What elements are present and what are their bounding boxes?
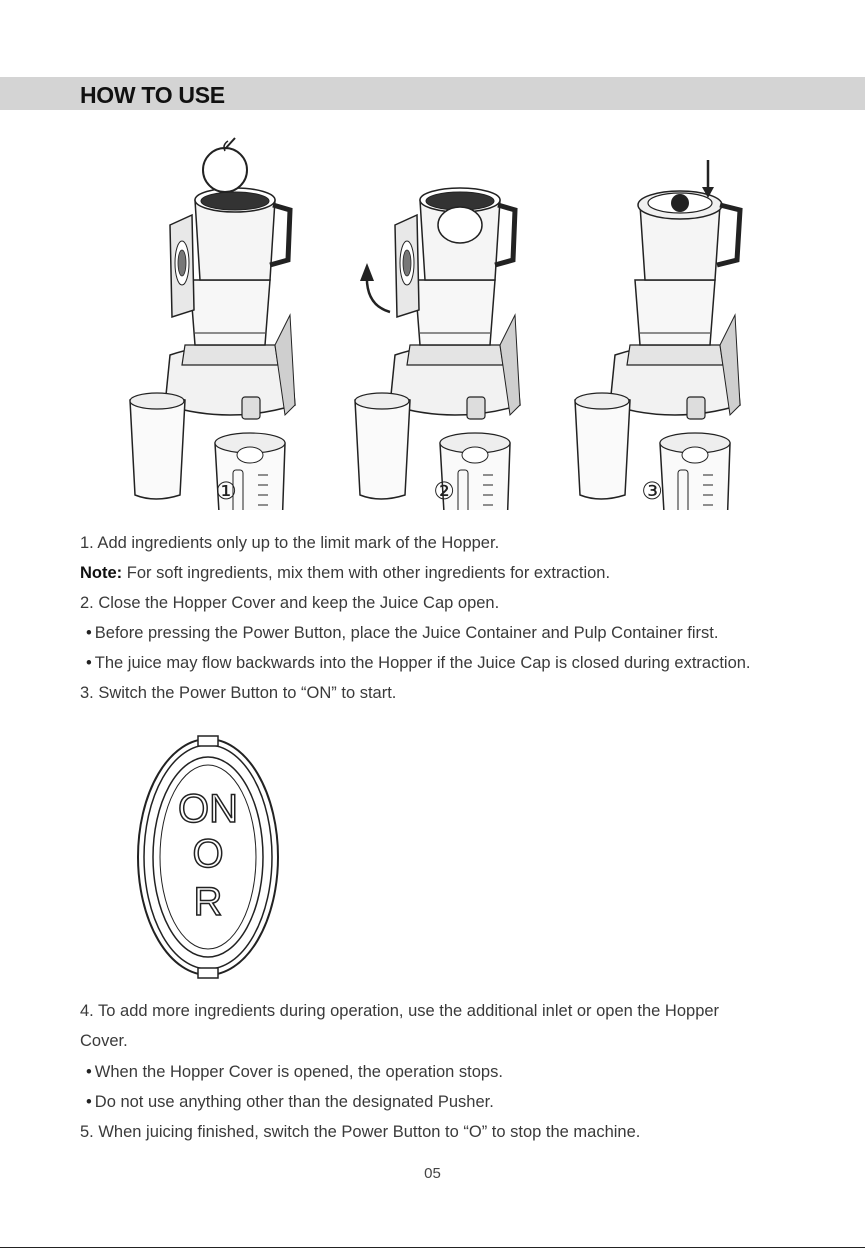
step-2-label: ② (433, 478, 455, 505)
section-title: HOW TO USE (80, 82, 225, 108)
instruction-step-2-bullet-2: • The juice may flow backwards into the Hopper if the Juice Cap is closed during extraction. (86, 654, 751, 673)
instruction-step-2-bullet-1: • Before pressing the Power Button, place the Juice Container and Pulp Container first. (86, 624, 718, 643)
instruction-step-4-bullet-2: • Do not use anything other than the designated Pusher. (86, 1093, 494, 1112)
apple-icon (203, 138, 247, 192)
switch-label-on: ON (178, 787, 238, 831)
switch-label-reverse: R (193, 880, 223, 924)
note-line (80, 564, 610, 583)
figure-step-3 (575, 191, 740, 510)
figure-step-1 (130, 188, 295, 510)
footer-divider (0, 1247, 865, 1248)
curved-arrow-icon (360, 263, 390, 312)
power-switch-illustration (130, 735, 290, 980)
instruction-step-1: 1. Add ingredients only up to the limit mark of the Hopper. (80, 534, 500, 552)
juicer-illustrations (0, 135, 865, 510)
step-1-label: ① (215, 478, 237, 505)
note-label: Note: (80, 564, 123, 582)
instruction-step-2: 2. Close the Hopper Cover and keep the Juice Cap open. (80, 594, 500, 612)
down-arrow-icon (702, 160, 714, 198)
figure-step-2 (355, 188, 520, 510)
step-3-label: ③ (641, 478, 663, 505)
instruction-step-4-line-1: 4. To add more ingredients during operation, use the additional inlet or open the Hopper (80, 1002, 720, 1020)
instruction-step-4-bullet-1: • When the Hopper Cover is opened, the operation stops. (86, 1063, 503, 1082)
page-number: 05 (424, 1165, 441, 1182)
instruction-step-4-line-2: Cover. (80, 1032, 128, 1050)
instruction-step-3: 3. Switch the Power Button to “ON” to start. (80, 684, 397, 702)
switch-label-off: O (192, 832, 224, 876)
note-text: For soft ingredients, mix them with other ingredients for extraction. (122, 564, 611, 582)
instruction-step-5: 5. When juicing finished, switch the Power Button to “O” to stop the machine. (80, 1123, 641, 1141)
